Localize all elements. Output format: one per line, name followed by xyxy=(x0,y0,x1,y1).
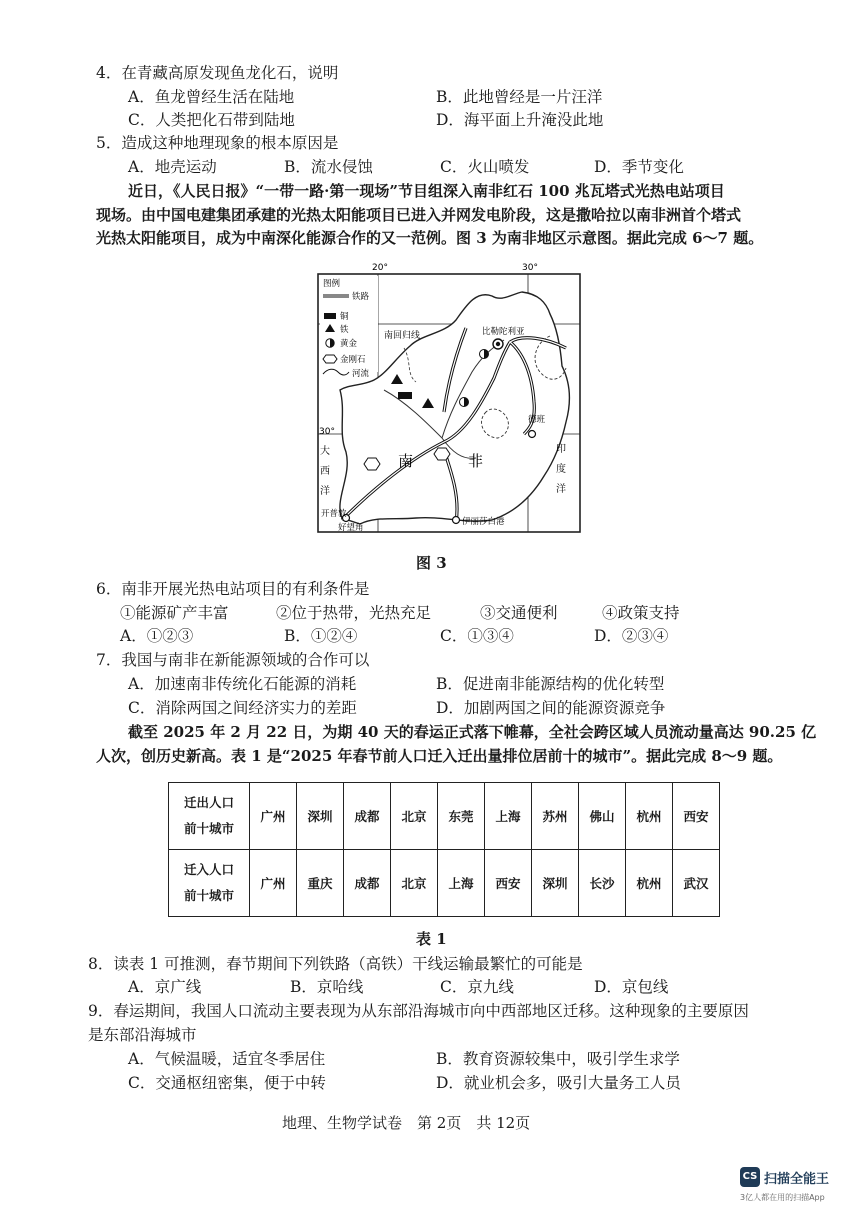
q5-option-c: C．火山喷发 xyxy=(440,158,530,176)
q5-option-d: D．季节变化 xyxy=(594,158,684,176)
q4-option-c: C．人类把化石带到陆地 xyxy=(128,111,295,129)
label-lat-30: 30° xyxy=(319,427,335,437)
label-pretoria: 比勒陀利亚 xyxy=(482,327,525,337)
label-port-elizabeth: 伊丽莎白港 xyxy=(462,517,505,527)
table-cell: 西安 xyxy=(485,850,532,917)
city-durban-mark xyxy=(529,431,536,438)
question-5-stem: 5．造成这种地理现象的根本原因是 xyxy=(96,134,339,152)
table-cell: 上海 xyxy=(485,783,532,850)
copper-icon xyxy=(324,313,336,319)
label-tropic: 南回归线 xyxy=(384,331,421,341)
q7-option-c: C．消除两国之间经济实力的差距 xyxy=(128,699,357,717)
city-port-elizabeth-mark xyxy=(453,517,460,524)
legend-river: 河流 xyxy=(352,369,370,379)
table-cell: 广州 xyxy=(250,850,297,917)
q5-option-b: B．流水侵蚀 xyxy=(284,158,373,176)
legend-gold: 黄金 xyxy=(340,339,358,349)
table-1 xyxy=(168,782,720,917)
table-cell: 上海 xyxy=(438,850,485,917)
q4-option-d: D．海平面上升淹没此地 xyxy=(436,111,604,129)
legend-iron: 铁 xyxy=(340,325,349,335)
label-atlantic-3: 洋 xyxy=(320,486,330,497)
question-6-stem: 6．南非开展光热电站项目的有利条件是 xyxy=(96,580,370,598)
table-cell: 深圳 xyxy=(297,783,344,850)
q6-option-c: C．①③④ xyxy=(440,627,514,645)
table-cell: 重庆 xyxy=(297,850,344,917)
table-header-in xyxy=(169,850,250,917)
q9-option-c: C．交通枢纽密集，便于中转 xyxy=(128,1074,326,1092)
q6-statement-4: ④政策支持 xyxy=(602,604,680,622)
label-indian-3: 洋 xyxy=(556,484,566,495)
camscanner-tagline: 3亿人都在用的扫描App xyxy=(740,1193,825,1202)
table-cell: 武汉 xyxy=(673,850,720,917)
q8-option-d: D．京包线 xyxy=(594,978,669,996)
question-4-stem: 4．在青藏高原发现鱼龙化石，说明 xyxy=(96,64,339,82)
q6-option-d: D．②③④ xyxy=(594,627,669,645)
table-header-out xyxy=(169,783,250,850)
label-lon-20: 20° xyxy=(372,263,388,273)
diamond-deposit-mark-1 xyxy=(364,458,380,470)
label-country-2: 非 xyxy=(468,452,484,470)
label-cape-good-hope: 好望角 xyxy=(338,523,364,533)
q6-statement-2: ②位于热带，光热充足 xyxy=(276,604,432,622)
q9-option-b: B．教育资源较集中，吸引学生求学 xyxy=(436,1050,680,1068)
label-durban: 德班 xyxy=(528,415,546,425)
question-9-stem-line-1: 9．春运期间，我国人口流动主要表现为从东部沿海城市向中西部地区迁移。这种现象的主要原因 xyxy=(88,1002,749,1020)
table-cell: 佛山 xyxy=(579,783,626,850)
table-cell: 成都 xyxy=(344,783,391,850)
table-cell: 东莞 xyxy=(438,783,485,850)
table-cell: 北京 xyxy=(391,783,438,850)
q7-option-a: A．加速南非传统化石能源的消耗 xyxy=(128,675,357,693)
passage-1-line-2: 现场。由中国电建集团承建的光热太阳能项目已进入并网发电阶段，这是撒哈拉以南非洲首个塔式 xyxy=(96,206,742,224)
q4-option-a: A．鱼龙曾经生活在陆地 xyxy=(128,88,295,106)
table-header-out-line-2: 前十城市 xyxy=(183,821,234,836)
table-1-caption: 表 1 xyxy=(416,930,447,948)
q6-option-b: B．①②④ xyxy=(284,627,358,645)
south-africa-map xyxy=(316,262,582,536)
table-cell: 广州 xyxy=(250,783,297,850)
question-9-stem-line-2: 是东部沿海城市 xyxy=(88,1026,197,1044)
legend-diamond: 金刚石 xyxy=(340,355,366,365)
table-cell: 杭州 xyxy=(626,783,673,850)
q8-option-b: B．京哈线 xyxy=(290,978,364,996)
camscanner-logo-icon: CS xyxy=(740,1167,760,1187)
q5-option-a: A．地壳运动 xyxy=(128,158,217,176)
q8-option-c: C．京九线 xyxy=(440,978,514,996)
passage-2-line-1: 截至 2025 年 2 月 22 日，为期 40 天的春运正式落下帷幕，全社会跨区域人员流动量高达 90.25 亿 xyxy=(128,723,817,741)
passage-1-line-1: 近日，《人民日报》“一带一路·第一现场”节目组深入南非红石 100 兆瓦塔式光热电站项目 xyxy=(128,182,725,200)
table-cell: 杭州 xyxy=(626,850,673,917)
label-indian-1: 印 xyxy=(556,444,566,455)
question-7-stem: 7．我国与南非在新能源领域的合作可以 xyxy=(96,651,370,669)
passage-1-line-3: 光热太阳能项目，成为中南深化能源合作的又一范例。图 3 为南非地区示意图。据此完成 6～7 题。 xyxy=(96,229,764,247)
q9-option-d: D．就业机会多，吸引大量务工人员 xyxy=(436,1074,681,1092)
diamond-deposit-mark-2 xyxy=(434,448,450,460)
table-row-out xyxy=(169,783,720,850)
table-header-in-line-2: 前十城市 xyxy=(183,888,234,903)
legend-title: 图例 xyxy=(323,279,341,289)
camscanner-name: 扫描全能王 xyxy=(764,1172,830,1187)
question-8-stem: 8．读表 1 可推测，春节期间下列铁路（高铁）干线运输最繁忙的可能是 xyxy=(88,955,583,973)
q8-option-a: A．京广线 xyxy=(128,978,202,996)
legend-railway: 铁路 xyxy=(352,292,370,302)
label-capetown: 开普敦 xyxy=(321,509,347,519)
legend-copper: 铜 xyxy=(340,312,349,322)
q6-statement-1: ①能源矿产丰富 xyxy=(120,604,229,622)
table-header-out-line-1: 迁出人口 xyxy=(183,795,234,810)
label-atlantic-2: 西 xyxy=(320,466,330,477)
q6-statement-3: ③交通便利 xyxy=(480,604,558,622)
table-row-in xyxy=(169,850,720,917)
table-cell: 苏州 xyxy=(532,783,579,850)
label-lon-30: 30° xyxy=(522,263,538,273)
copper-deposit-mark xyxy=(398,392,412,399)
label-atlantic-1: 大 xyxy=(320,446,330,457)
table-cell: 深圳 xyxy=(532,850,579,917)
label-country-1: 南 xyxy=(398,452,414,470)
diamond-icon xyxy=(323,355,337,363)
q9-option-a: A．气候温暖，适宜冬季居住 xyxy=(128,1050,326,1068)
q4-option-b: B．此地曾经是一片汪洋 xyxy=(436,88,603,106)
figure-3-caption: 图 3 xyxy=(416,554,447,572)
table-cell: 西安 xyxy=(673,783,720,850)
passage-2-line-2: 人次，创历史新高。表 1 是“2025 年春节前人口迁入迁出量排位居前十的城市”。据此完成 8～9 题。 xyxy=(96,747,783,765)
label-indian-2: 度 xyxy=(556,464,566,475)
q6-option-a: A．①②③ xyxy=(120,627,194,645)
table-cell: 北京 xyxy=(391,850,438,917)
q7-option-d: D．加剧两国之间的能源资源竞争 xyxy=(436,699,666,717)
page-footer: 地理、生物学试卷 第 2页 共 12页 xyxy=(282,1114,531,1132)
table-header-in-line-1: 迁入人口 xyxy=(183,862,234,877)
q7-option-b: B．促进南非能源结构的优化转型 xyxy=(436,675,665,693)
table-cell: 成都 xyxy=(344,850,391,917)
table-cell: 长沙 xyxy=(579,850,626,917)
